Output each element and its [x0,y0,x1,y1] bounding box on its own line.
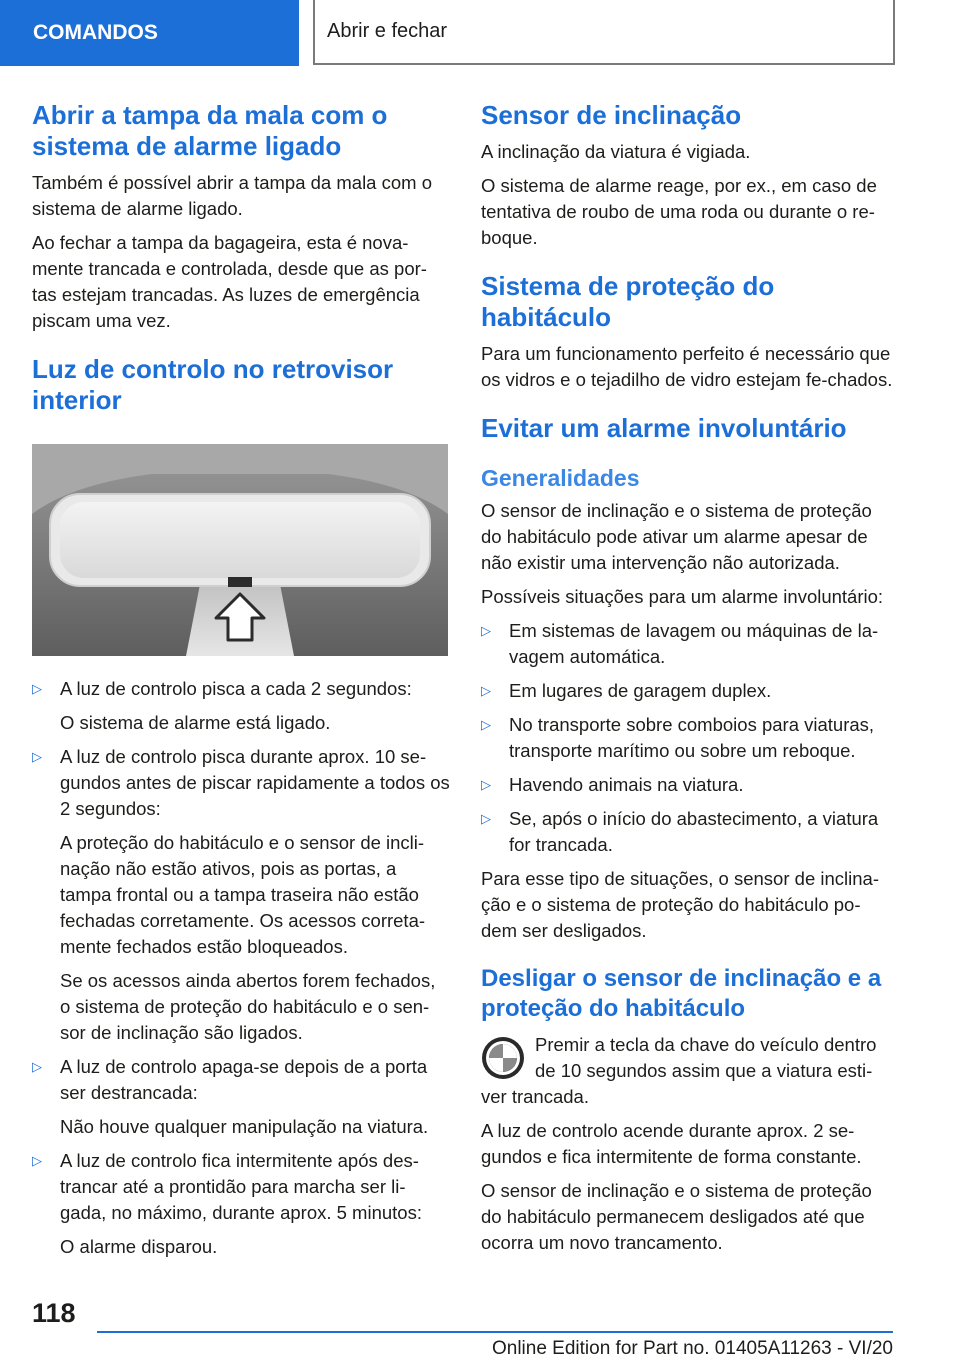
situation-list [481,618,893,858]
triangle-bullet-icon: ▷ [32,1059,42,1074]
triangle-bullet-icon: ▷ [481,717,491,732]
paragraph: O sistema de alarme reage, por ex., em caso de tentativa de roubo de uma roda ou durante o re-boque. [481,175,877,248]
rearview-mirror-illustration [32,444,448,656]
list-item-text: A luz de controlo fica intermitente após des-trancar até a prontidão para marcha ser li-gada, no máximo, durante aprox. 5 minutos: [60,1150,422,1223]
bmw-key-button-icon [481,1036,525,1080]
triangle-bullet-icon: ▷ [481,811,491,826]
triangle-bullet-icon: ▷ [32,1153,42,1168]
list-item [32,1054,450,1106]
indicator-list [32,1148,450,1226]
list-item [32,744,450,822]
paragraph: Para um funcionamento perfeito é necessário que os vidros e o tejadilho de vidro estejam fe-chados. [481,343,893,390]
paragraph: Premir a tecla da chave do veículo dentro de 10 segundos assim que a viatura esti-ver trancada. [481,1034,877,1107]
indicator-list [32,744,450,822]
list-item [481,712,893,764]
list-item [481,678,893,704]
section-title-tilt-sensor: Sensor de inclinação [481,100,742,130]
chapter-title: Abrir e fechar [313,0,895,65]
section-title-disable-sensors: Desligar o sensor de inclinação e a proteção do habitáculo [481,965,882,1022]
indicator-list [32,676,450,702]
list-item-text: Em lugares de garagem duplex. [509,680,772,701]
edition-info: Online Edition for Part no. 01405A11263 - VI/20 [491,1338,893,1359]
list-subtext: O sistema de alarme está ligado. [60,712,331,733]
list-subtext: O alarme disparou. [60,1236,218,1257]
triangle-bullet-icon: ▷ [481,623,491,638]
paragraph: A inclinação da viatura é vigiada. [481,141,751,162]
list-item-text: No transporte sobre comboios para viaturas, transporte marítimo ou sobre um reboque. [509,714,875,761]
list-item-text: Em sistemas de lavagem ou máquinas de la-vagem automática. [509,620,879,667]
triangle-bullet-icon: ▷ [481,777,491,792]
list-item [481,772,893,798]
triangle-bullet-icon: ▷ [32,749,42,764]
list-item [32,676,450,702]
paragraph: Para esse tipo de situações, o sensor de inclina-ção e o sistema de proteção do habitáculo po-dem ser desligados. [481,868,879,941]
subsection-title-general: Generalidades [481,465,640,491]
indicator-list [32,1054,450,1106]
paragraph: Possíveis situações para um alarme involuntário: [481,586,884,607]
right-column [481,100,893,1264]
list-item-text: A luz de controlo apaga-se depois de a porta ser destrancada: [60,1056,428,1103]
paragraph: Ao fechar a tampa da bagageira, esta é nova-mente trancada e controlada, desde que as por-tas estejam trancadas. As luzes de emergência piscam uma vez. [32,232,427,331]
paragraph: A luz de controlo acende durante aprox. 2 se-gundos e fica intermitente de forma constante. [481,1120,862,1167]
paragraph: O sensor de inclinação e o sistema de proteção do habitáculo pode ativar um alarme apesar de não existir uma intervenção não autorizada. [481,500,872,573]
list-item-text: A luz de controlo pisca durante aprox. 10 se-gundos antes de piscar rapidamente a todos os 2 segundos: [60,746,450,819]
list-subtext: Se os acessos ainda abertos forem fechados, o sistema de proteção do habitáculo e o sen-sor de inclinação são ligados. [60,970,436,1043]
triangle-bullet-icon: ▷ [32,681,42,696]
section-title-interior-protection: Sistema de proteção do habitáculo [481,271,775,332]
section-tab: COMANDOS [0,0,299,66]
section-title-avoid-false-alarm: Evitar um alarme involuntário [481,413,847,443]
page-number: 118 [32,1298,76,1328]
section-title-mirror-light: Luz de controlo no retrovisor interior [32,354,394,415]
instruction-with-icon [481,1032,893,1110]
list-subtext: A proteção do habitáculo e o sensor de incli-nação não estão ativos, pois as portas, a tampa frontal ou a tampa traseira não estão fechadas corretamente. Os acessos correta-mente fechados estão bloqueados. [60,832,426,957]
list-item [481,806,893,858]
triangle-bullet-icon: ▷ [481,683,491,698]
paragraph: Também é possível abrir a tampa da mala com o sistema de alarme ligado. [32,172,432,219]
list-item [32,1148,450,1226]
list-item-text: Se, após o início do abastecimento, a viatura for trancada. [509,808,879,855]
list-item [481,618,893,670]
left-column [32,100,450,1268]
list-subtext: Não houve qualquer manipulação na viatura. [60,1116,429,1137]
list-item-text: Havendo animais na viatura. [509,774,744,795]
footer-divider [97,1331,893,1333]
paragraph: O sensor de inclinação e o sistema de proteção do habitáculo permanecem desligados até que ocorra um novo trancamento. [481,1180,872,1253]
section-title-trunk-alarm: Abrir a tampa da mala com o sistema de alarme ligado [32,100,388,161]
list-item-text: A luz de controlo pisca a cada 2 segundos: [60,678,412,699]
